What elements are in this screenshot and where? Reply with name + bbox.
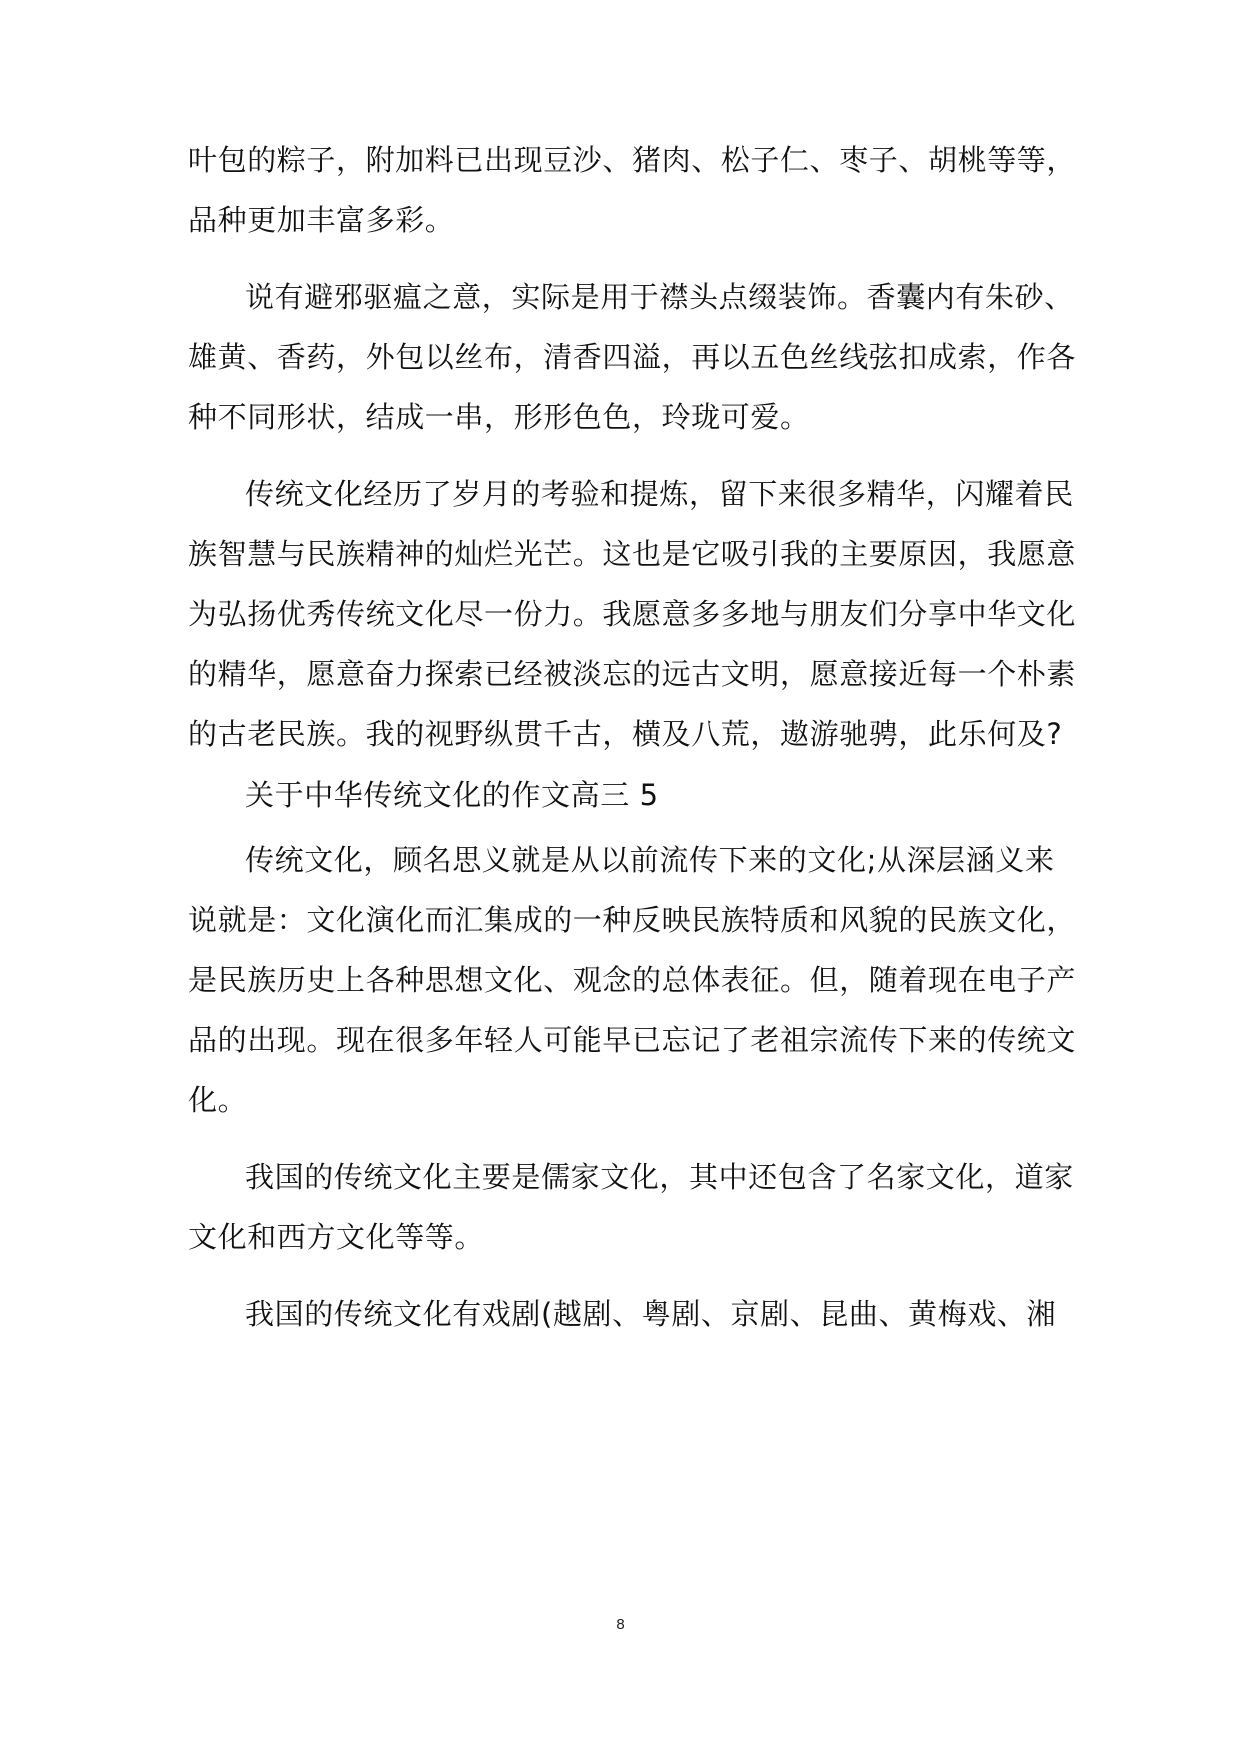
text-line: 品的出现。现在很多年轻人可能早已忘记了老祖宗流传下来的传统文: [188, 1023, 1077, 1057]
text-line: 文化和西方文化等等。: [188, 1220, 485, 1254]
text-line: 为弘扬优秀传统文化尽一份力。我愿意多多地与朋友们分享中华文化: [188, 597, 1077, 631]
text-line: 化。: [188, 1083, 248, 1117]
text-line: 的古老民族。我的视野纵贯千古，横及八荒，遨游驰骋，此乐何及?: [188, 717, 1063, 751]
text-line: 族智慧与民族精神的灿烂光芒。这也是它吸引我的主要原因，我愿意: [188, 537, 1077, 571]
page-number: 8: [616, 1616, 625, 1633]
text-line: 品种更加丰富多彩。: [188, 203, 455, 237]
paragraph-first-line: 我国的传统文化主要是儒家文化，其中还包含了名家文化，道家: [245, 1160, 1074, 1194]
text-line: 雄黄、香药，外包以丝布，清香四溢，再以五色丝线弦扣成索，作各: [188, 340, 1077, 374]
text-line: 叶包的粽子，附加料已出现豆沙、猪肉、松子仁、枣子、胡桃等等，: [188, 143, 1077, 177]
paragraph-first-line: 说有避邪驱瘟之意，实际是用于襟头点缀装饰。香囊内有朱砂、: [245, 280, 1074, 314]
section-heading: 关于中华传统文化的作文高三 5: [245, 778, 659, 812]
paragraph-first-line: 传统文化经历了岁月的考验和提炼，留下来很多精华，闪耀着民: [245, 477, 1074, 511]
paragraph-first-line: 我国的传统文化有戏剧(越剧、粤剧、京剧、昆曲、黄梅戏、湘: [245, 1297, 1057, 1331]
text-line: 的精华，愿意奋力探索已经被淡忘的远古文明，愿意接近每一个朴素: [188, 657, 1077, 691]
text-line: 种不同形状，结成一串，形形色色，玲珑可爱。: [188, 400, 810, 434]
text-line: 是民族历史上各种思想文化、观念的总体表征。但，随着现在电子产: [188, 963, 1077, 997]
paragraph-first-line: 传统文化，顾名思义就是从以前流传下来的文化;从深层涵义来: [245, 843, 1055, 877]
text-line: 说就是：文化演化而汇集成的一种反映民族特质和风貌的民族文化，: [188, 903, 1077, 937]
